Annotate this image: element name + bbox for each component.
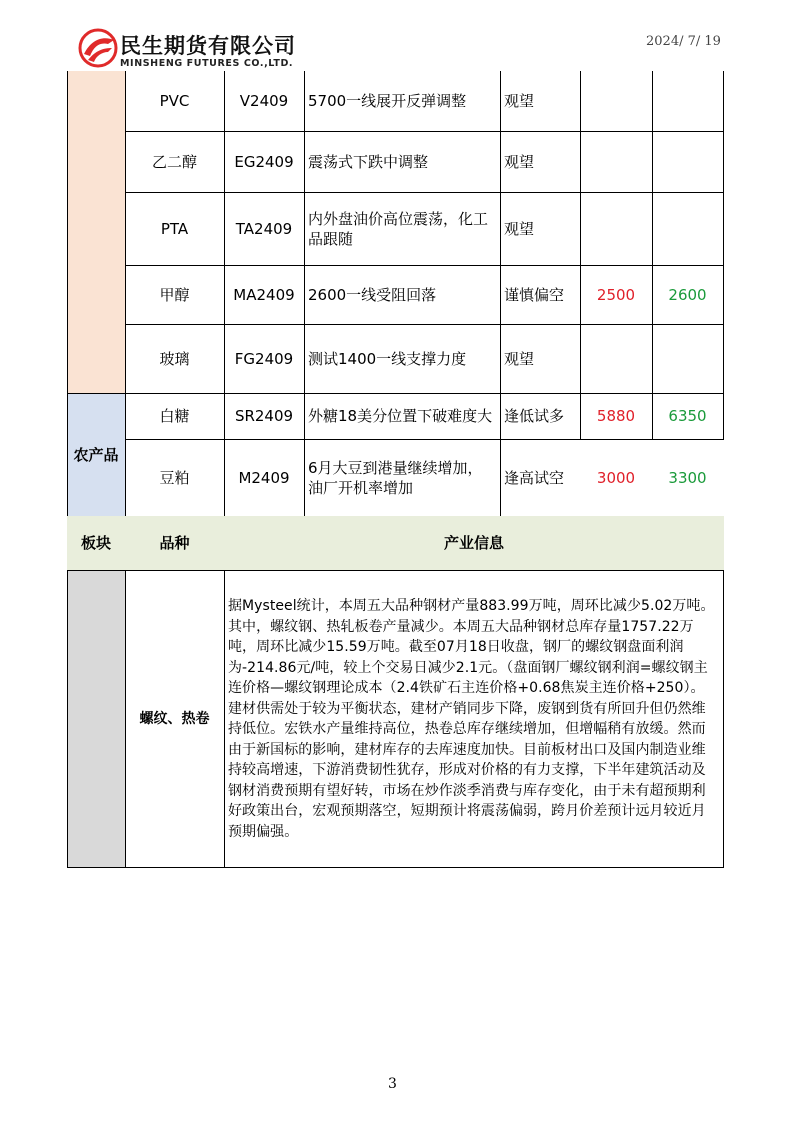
variety-cell: 玻璃: [159, 349, 190, 368]
view-cell: 震荡式下跌中调整: [308, 152, 429, 171]
high-price-cell: [652, 192, 723, 265]
contract-cell: EG2409: [234, 152, 294, 171]
page-number: 3: [388, 1076, 397, 1092]
contract-cell: SR2409: [234, 407, 294, 425]
minsheng-logo-icon: [78, 28, 118, 68]
variety-cell: 甲醇: [159, 285, 190, 304]
variety-cell: PVC: [159, 92, 190, 110]
high-price-cell: [652, 131, 723, 192]
high-price-cell: 2600: [668, 285, 707, 304]
logo-english-name: MINSHENG FUTURES CO.,LTD.: [120, 58, 294, 69]
low-price-cell: 2500: [596, 285, 636, 304]
contract-cell: MA2409: [233, 285, 295, 304]
strategy-cell: 观望: [504, 219, 535, 238]
strategy-cell: 观望: [504, 92, 535, 110]
variety-cell: 豆粕: [159, 468, 190, 487]
sector-gray-block: [67, 570, 125, 868]
logo-chinese-name: 民生期货有限公司: [120, 34, 296, 58]
company-logo: [78, 28, 318, 72]
view-cell: 5700一线展开反弹调整: [308, 92, 467, 110]
high-price-cell: 3300: [668, 468, 707, 487]
variety-cell: 白糖: [159, 407, 190, 425]
sector-agri-label: 农产品: [73, 446, 119, 464]
variety-cell: PTA: [160, 219, 189, 238]
strategy-cell: 观望: [504, 152, 535, 171]
low-price-cell: [580, 192, 652, 265]
header-industry-info: 产业信息: [443, 534, 504, 552]
strategy-cell: 观望: [504, 349, 535, 368]
variety-rebar-hotcoil: 螺纹、热卷: [139, 711, 210, 727]
view-cell: 2600一线受阻回落: [308, 285, 437, 304]
contract-cell: V2409: [239, 92, 289, 110]
strategy-cell: 逢高试空: [504, 468, 565, 487]
view-cell: 内外盘油价高位震荡，化工品跟随: [308, 209, 489, 248]
low-price-cell: 5880: [596, 407, 636, 425]
variety-cell: 乙二醇: [151, 152, 197, 171]
strategy-cell: 谨慎偏空: [504, 285, 565, 304]
low-price-cell: [580, 324, 652, 393]
strategy-cell: 逢低试多: [504, 407, 565, 425]
low-price-cell: [580, 71, 652, 131]
view-cell: 测试1400一线支撑力度: [308, 349, 467, 368]
sector-chemical-block: [67, 71, 125, 393]
industry-info-text: 据Mysteel统计，本周五大品种钢材产量883.99万吨，周环比减少5.02万吨。其中，螺纹钢、热轧板卷产量减少。本周五大品种钢材总库存量1757.22万吨，周环比减少15.59万吨。截至07月18日收盘，钢厂的螺纹钢盘面利润为-214.86元/吨，较上个交易日减少2.1元。（盘面钢厂螺纹钢利润=螺纹钢主连价格—螺纹钢理论成本（2.4铁矿石主连价格+0.68焦炭主连价格+250）。建材供需处于较为平衡状态，建材产销同步下降，废钢到货有所回升但仍然维持低位。宏铁水产量维持高位，热卷总库存继续增加，但增幅稍有放缓。然而由于新国标的影响，建材库存的去库速度加快。目前板材出口及国内制造业维持较高增速，下游消费韧性犹存，形成对价格的有力支撑，下半年建筑活动及钢材消费预期有望好转，市场在炒作淡季消费与库存变化，由于未有超预期利好政策出台，宏观预期落空，短期预计将震荡偏弱，跨月价差预计远月较近月预期偏强。: [228, 598, 715, 840]
low-price-cell: 3000: [596, 468, 636, 487]
report-date: 2024/ 7/ 19: [646, 34, 721, 49]
contract-cell: TA2409: [235, 219, 293, 238]
high-price-cell: [652, 324, 723, 393]
view-cell: 外糖18美分位置下破难度大: [308, 407, 493, 425]
contract-cell: FG2409: [234, 349, 294, 368]
high-price-cell: 6350: [668, 407, 707, 425]
view-cell: 6月大豆到港量继续增加，油厂开机率增加: [308, 458, 483, 497]
high-price-cell: [652, 71, 723, 131]
header-sector: 板块: [80, 534, 111, 552]
low-price-cell: [580, 131, 652, 192]
contract-cell: M2409: [238, 468, 290, 487]
header-variety: 品种: [159, 534, 190, 552]
